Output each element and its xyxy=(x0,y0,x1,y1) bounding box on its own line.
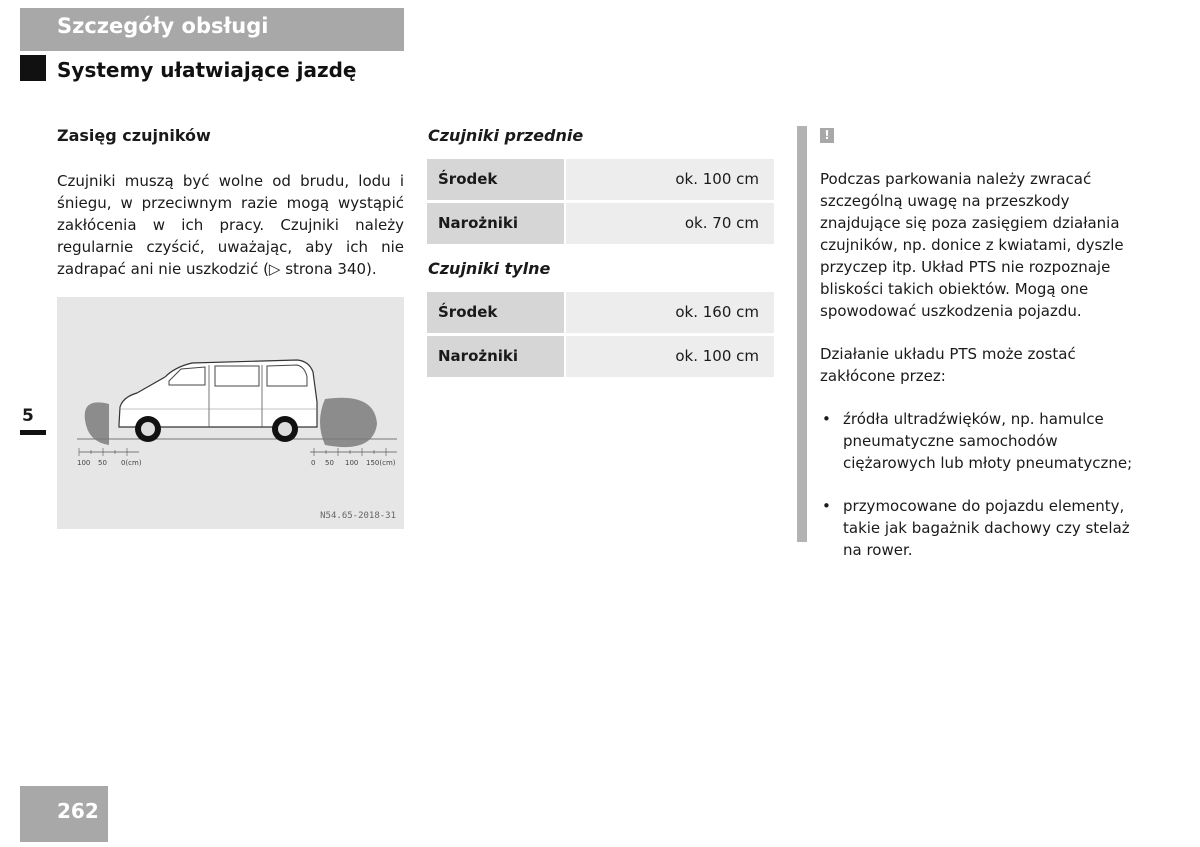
subheading: Zasięg czujników xyxy=(57,126,211,145)
table-row xyxy=(427,292,774,333)
scale-label: 100 xyxy=(77,459,91,467)
chapter-tab-underline xyxy=(20,430,46,435)
body-paragraph: Czujniki muszą być wolne od brudu, lodu i śniegu, w przeciwnym razie mogą wystąpić zakłócenia w ich pracy. Czujniki należy regularnie czyścić, uważając, aby ich nie zadrapać ani nie uszkodzić (▷ strona 340). xyxy=(57,172,404,278)
scale-label: 50 xyxy=(325,459,334,467)
table-label: Narożniki xyxy=(427,203,564,244)
scale-label: 150(cm) xyxy=(366,459,396,467)
chapter-header-band xyxy=(20,8,404,51)
rear-range-lobe xyxy=(320,398,377,447)
page-number-box xyxy=(20,786,108,842)
table-row xyxy=(427,159,774,200)
list-item xyxy=(820,495,1145,561)
front-table-title: Czujniki przednie xyxy=(428,126,584,145)
list-item-text: źródła ultradźwięków, np. hamulce pneumatyczne samochodów ciężarowych lub młoty pneumatyczne; xyxy=(843,410,1133,472)
warning-paragraph: Podczas parkowania należy zwracać szczególną uwagę na przeszkody znajdujące się poza zasięgiem działania czujników, np. donice z kwiatami, dyszle przyczep itp. Układ PTS nie rozpoznaje bliskości takich obiektów. Mogą one spowodować uszkodzenia pojazdu. xyxy=(820,170,1124,320)
table-value: ok. 160 cm xyxy=(566,292,774,333)
warning-paragraph: Działanie układu PTS może zostać zakłócone przez: xyxy=(820,345,1076,385)
bullet-icon: • xyxy=(822,497,831,515)
table-row xyxy=(427,336,774,377)
van-illustration xyxy=(57,297,404,529)
table-value: ok. 70 cm xyxy=(566,203,774,244)
scale-label: 50 xyxy=(98,459,107,467)
scale-label: 0 xyxy=(311,459,316,467)
rear-table-title: Czujniki tylne xyxy=(428,259,551,278)
scale-label: 100 xyxy=(345,459,359,467)
list-item-text: przymocowane do pojazdu elementy, takie jak bagażnik dachowy czy stelaż na rower. xyxy=(843,497,1130,559)
scale-label: 0(cm) xyxy=(121,459,142,467)
bullet-icon: • xyxy=(822,410,831,428)
table-value: ok. 100 cm xyxy=(566,159,774,200)
warning-list xyxy=(820,408,1145,561)
chapter-tab-number: 5 xyxy=(22,406,34,426)
figure-code: N54.65-2018-31 xyxy=(320,511,396,521)
rear-sensors-table xyxy=(427,292,774,380)
section-marker xyxy=(20,55,46,81)
table-row xyxy=(427,203,774,244)
table-label: Narożniki xyxy=(427,336,564,377)
section-title: Systemy ułatwiające jazdę xyxy=(57,58,357,82)
sensor-range-figure xyxy=(57,297,404,529)
chapter-title: Szczegóły obsługi xyxy=(57,14,269,38)
front-sensors-table xyxy=(427,159,774,247)
table-label: Środek xyxy=(427,159,564,200)
warning-icon: ! xyxy=(820,128,834,143)
warning-side-bar xyxy=(797,126,807,542)
table-value: ok. 100 cm xyxy=(566,336,774,377)
warning-box xyxy=(820,168,1145,582)
list-item xyxy=(820,408,1145,474)
page-number: 262 xyxy=(57,799,99,823)
table-label: Środek xyxy=(427,292,564,333)
